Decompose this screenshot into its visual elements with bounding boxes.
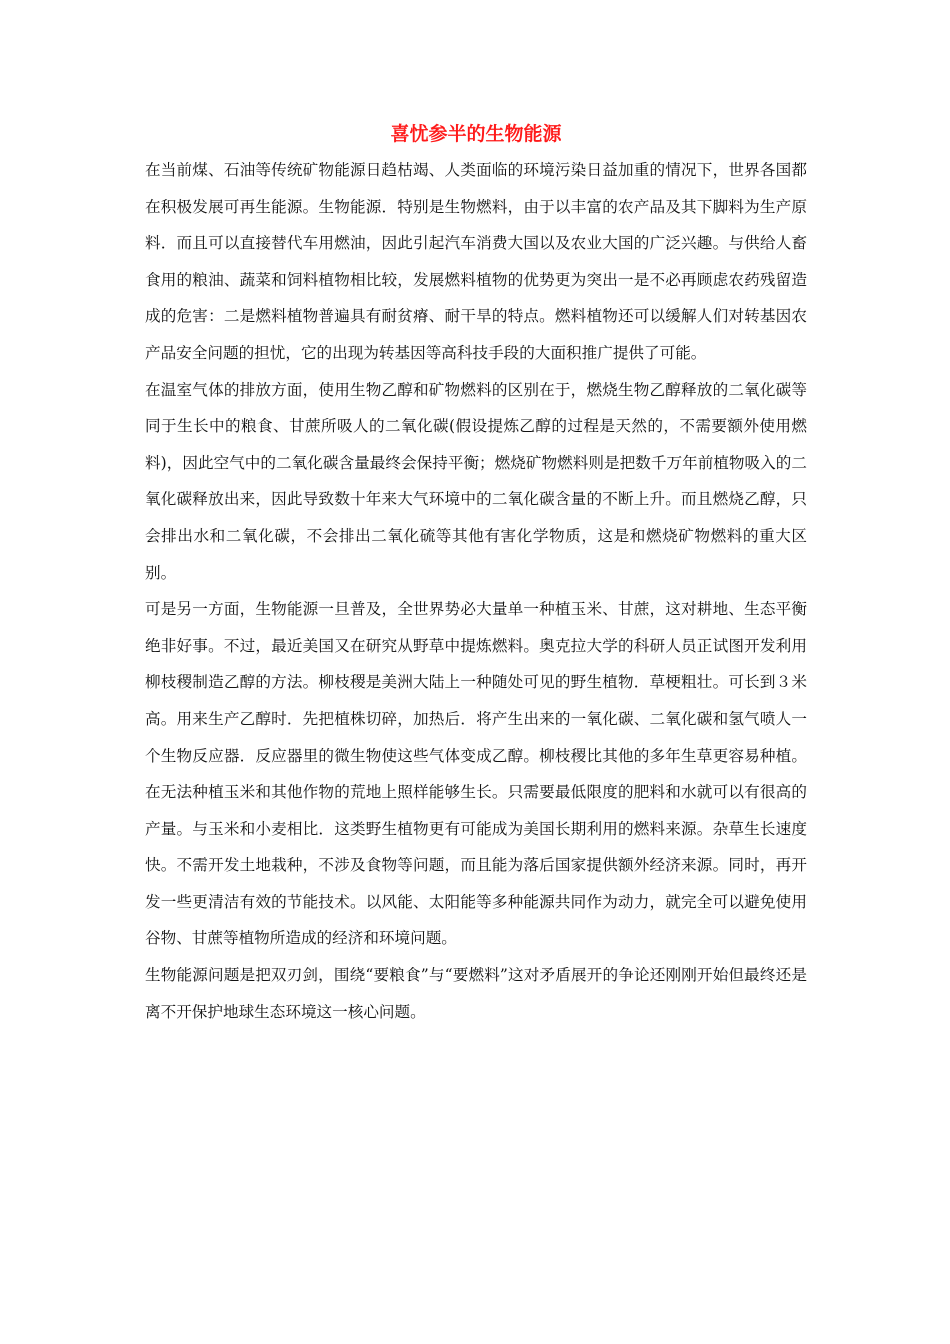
paragraph-3: 可是另一方面，生物能源一旦普及，全世界势必大量单一种植玉米、甘蔗，这对耕地、生态平衡绝非好事。不过，最近美国又在研究从野草中提炼燃料。奥克拉大学的科研人员正试图开发利用柳枝稷制造乙醇的方法。柳枝稷是美洲大陆上一种随处可见的野生植物．草梗粗壮。可长到３米高。用来生产乙醇时．先把植株切碎，加热后．将产生出来的一氧化碳、二氧化碳和氢气喷人一个生物反应器．反应器里的微生物使这些气体变成乙醇。柳枝稷比其他的多年生草更容易种植。在无法种植玉米和其他作物的荒地上照样能够生长。只需要最低限度的肥料和水就可以有很高的产量。与玉米和小麦相比．这类野生植物更有可能成为美国长期利用的燃料来源。杂草生长速度快。不需开发土地栽种，不涉及食物等问题，而且能为落后国家提供额外经济来源。同时，再开发一些更清洁有效的节能技术。以风能、太阳能等多种能源共同作为动力，就完全可以避免使用谷物、甘蔗等植物所造成的经济和环境问题。 (145, 600, 807, 948)
paragraph-1: 在当前煤、石油等传统矿物能源日趋枯竭、人类面临的环境污染日益加重的情况下，世界各国都在积极发展可再生能源。生物能源．特别是生物燃料，由于以丰富的农产品及其下脚料为生产原料．而且可以直接替代车用燃油，因此引起汽车消费大国以及农业大国的广泛兴趣。与供给人畜食用的粮油、蔬菜和饲料植物相比较，发展燃料植物的优势更为突出一是不必再顾虑农药残留造成的危害：二是燃料植物普遍具有耐贫瘠、耐干旱的特点。燃料植物还可以缓解人们对转基因农产品安全问题的担忧，它的出现为转基因等高科技手段的大面积推广提供了可能。 (145, 161, 807, 362)
document-title: 喜忧参半的生物能源 (390, 123, 562, 145)
paragraph-4: 生物能源问题是把双刃剑，围绕“要粮食”与“要燃料”这对矛盾展开的争论还刚刚开始但最终还是离不开保护地球生态环境这一核心问题。 (145, 966, 807, 1021)
paragraph-2: 在温室气体的排放方面，使用生物乙醇和矿物燃料的区别在于，燃烧生物乙醇释放的二氧化碳等同于生长中的粮食、甘蔗所吸人的二氧化碳(假设提炼乙醇的过程是天然的，不需要额外使用燃料)，因此空气中的二氧化碳含量最终会保持平衡；燃烧矿物燃料则是把数千万年前植物吸入的二氧化碳释放出来，因此导致数十年来大气环境中的二氧化碳含量的不断上升。而且燃烧乙醇，只会排出水和二氧化碳，不会排出二氧化硫等其他有害化学物质，这是和燃烧矿物燃料的重大区别。 (145, 380, 807, 582)
document-page (145, 118, 807, 1030)
